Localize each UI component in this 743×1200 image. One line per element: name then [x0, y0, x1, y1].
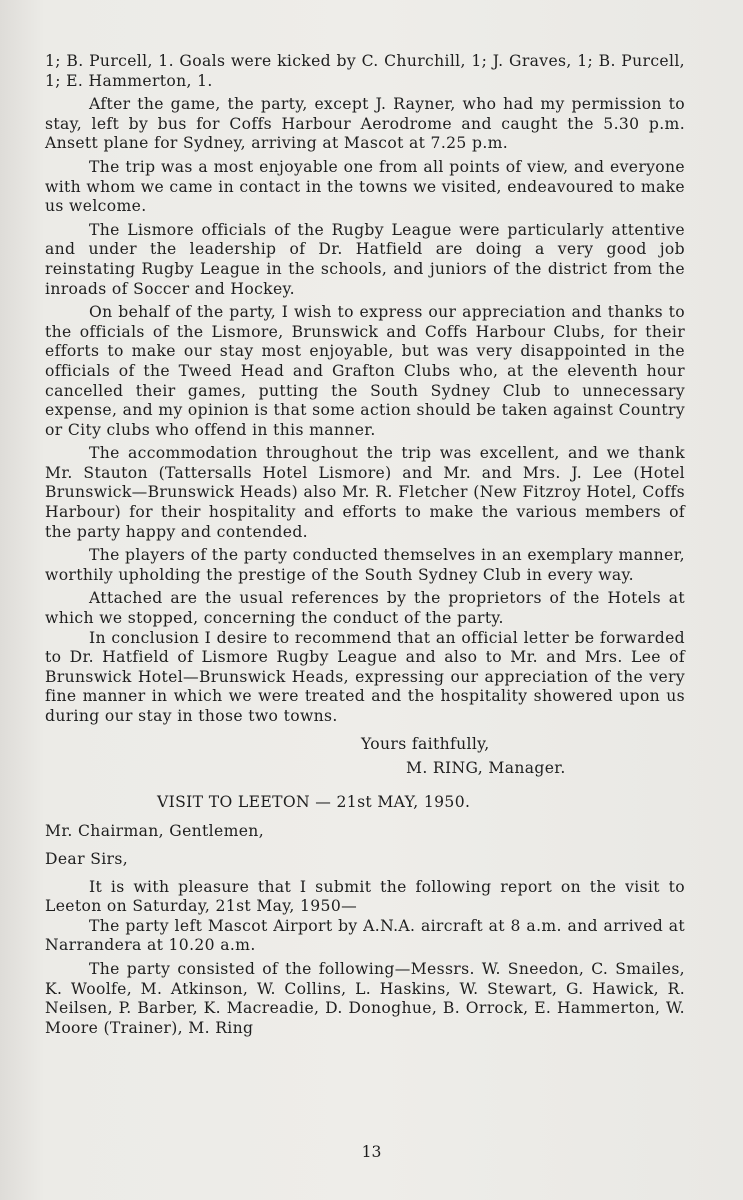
- paragraph-accommodation: The accommodation throughout the trip was excellent, and we thank Mr. Stauton (Tattersalls Hotel Lismore) and Mr. and Mrs. J. Lee (Hotel Brunswick—Brunswick Heads) also Mr. R. Fletcher (New Fitzroy Hotel, Coffs Harbour) for their hospitality and efforts to make the various members of the party happy and contended.: [45, 444, 685, 541]
- page-number: 13: [361, 1143, 382, 1161]
- paragraph-players: The players of the party conducted themselves in an exemplary manner, worthily upholding the prestige of the South Sydney Club in every way.: [45, 546, 685, 584]
- paragraph-appreciation: On behalf of the party, I wish to express our appreciation and thanks to the officials of the Lismore, Brunswick and Coffs Harbour Clubs, for their efforts to make our stay most enjoyable, but was very disappointed in the officials of the Tweed Head and Grafton Clubs who, at the eleventh hour cancelled their games, putting the South Sydney Club to unnecessary expense, and my opinion is that some action should be taken against Country or City clubs who offend in this manner.: [45, 303, 685, 439]
- paragraph-departure: The party left Mascot Airport by A.N.A. aircraft at 8 a.m. and arrived at Narrandera at 10.20 a.m.: [45, 916, 685, 955]
- salutation-dear-sirs: Dear Sirs,: [45, 849, 129, 868]
- paragraph-references: Attached are the usual references by the proprietors of the Hotels at which we stopped, concerning the conduct of the party.: [45, 589, 685, 628]
- paragraph-lismore-officials: The Lismore officials of the Rugby League were particularly attentive and under the leadership of Dr. Hatfield are doing a very good job reinstating Rugby League in the schools, and juniors of the district from the inroads of Soccer and Hockey.: [45, 220, 685, 298]
- signature-block: [45, 735, 685, 779]
- signature-name: M. RING, Manager.: [406, 759, 566, 778]
- paragraph-trip: The trip was a most enjoyable one from all points of view, and everyone with whom we came in contact in the towns we visited, endeavoured to make us welcome.: [45, 157, 685, 216]
- signature-closing: Yours faithfully,: [361, 734, 490, 753]
- paragraph-report-intro: It is with pleasure that I submit the following report on the visit to Leeton on Saturday, 21st May, 1950—: [45, 877, 685, 916]
- paragraph-conclusion: In conclusion I desire to recommend that an official letter be forwarded to Dr. Hatfield of Lismore Rugby League and also to Mr. and Mrs. Lee of Brunswick Hotel—Brunswick Heads, expressing our appreciation of the very fine manner in which we were treated and the hospitality showered upon us during our stay in those two towns.: [45, 628, 685, 725]
- salutation-chairman: Mr. Chairman, Gentlemen,: [45, 822, 264, 841]
- paragraph-after-game: After the game, the party, except J. Rayner, who had my permission to stay, left by bus for Coffs Harbour Aerodrome and caught the 5.30 p.m. Ansett plane for Sydney, arriving at Mascot at 7.25 p.m.: [45, 95, 685, 153]
- section-heading: VISIT TO LEETON — 21st MAY, 1950.: [157, 792, 471, 811]
- body-text: [45, 52, 685, 1042]
- paragraph-party-members: The party consisted of the following—Messrs. W. Sneedon, C. Smailes, K. Woolfe, M. Atkinson, W. Collins, L. Haskins, W. Stewart, G. Hawick, R. Neilsen, P. Barber, K. Macreadie, D. Donoghue, B. Orrock, E. Hammerton, W. Moore (Trainer), M. Ring: [45, 959, 685, 1037]
- paragraph-goals: 1; B. Purcell, 1. Goals were kicked by C. Churchill, 1; J. Graves, 1; B. Purcell, 1; E. Hammerton, 1.: [45, 52, 685, 90]
